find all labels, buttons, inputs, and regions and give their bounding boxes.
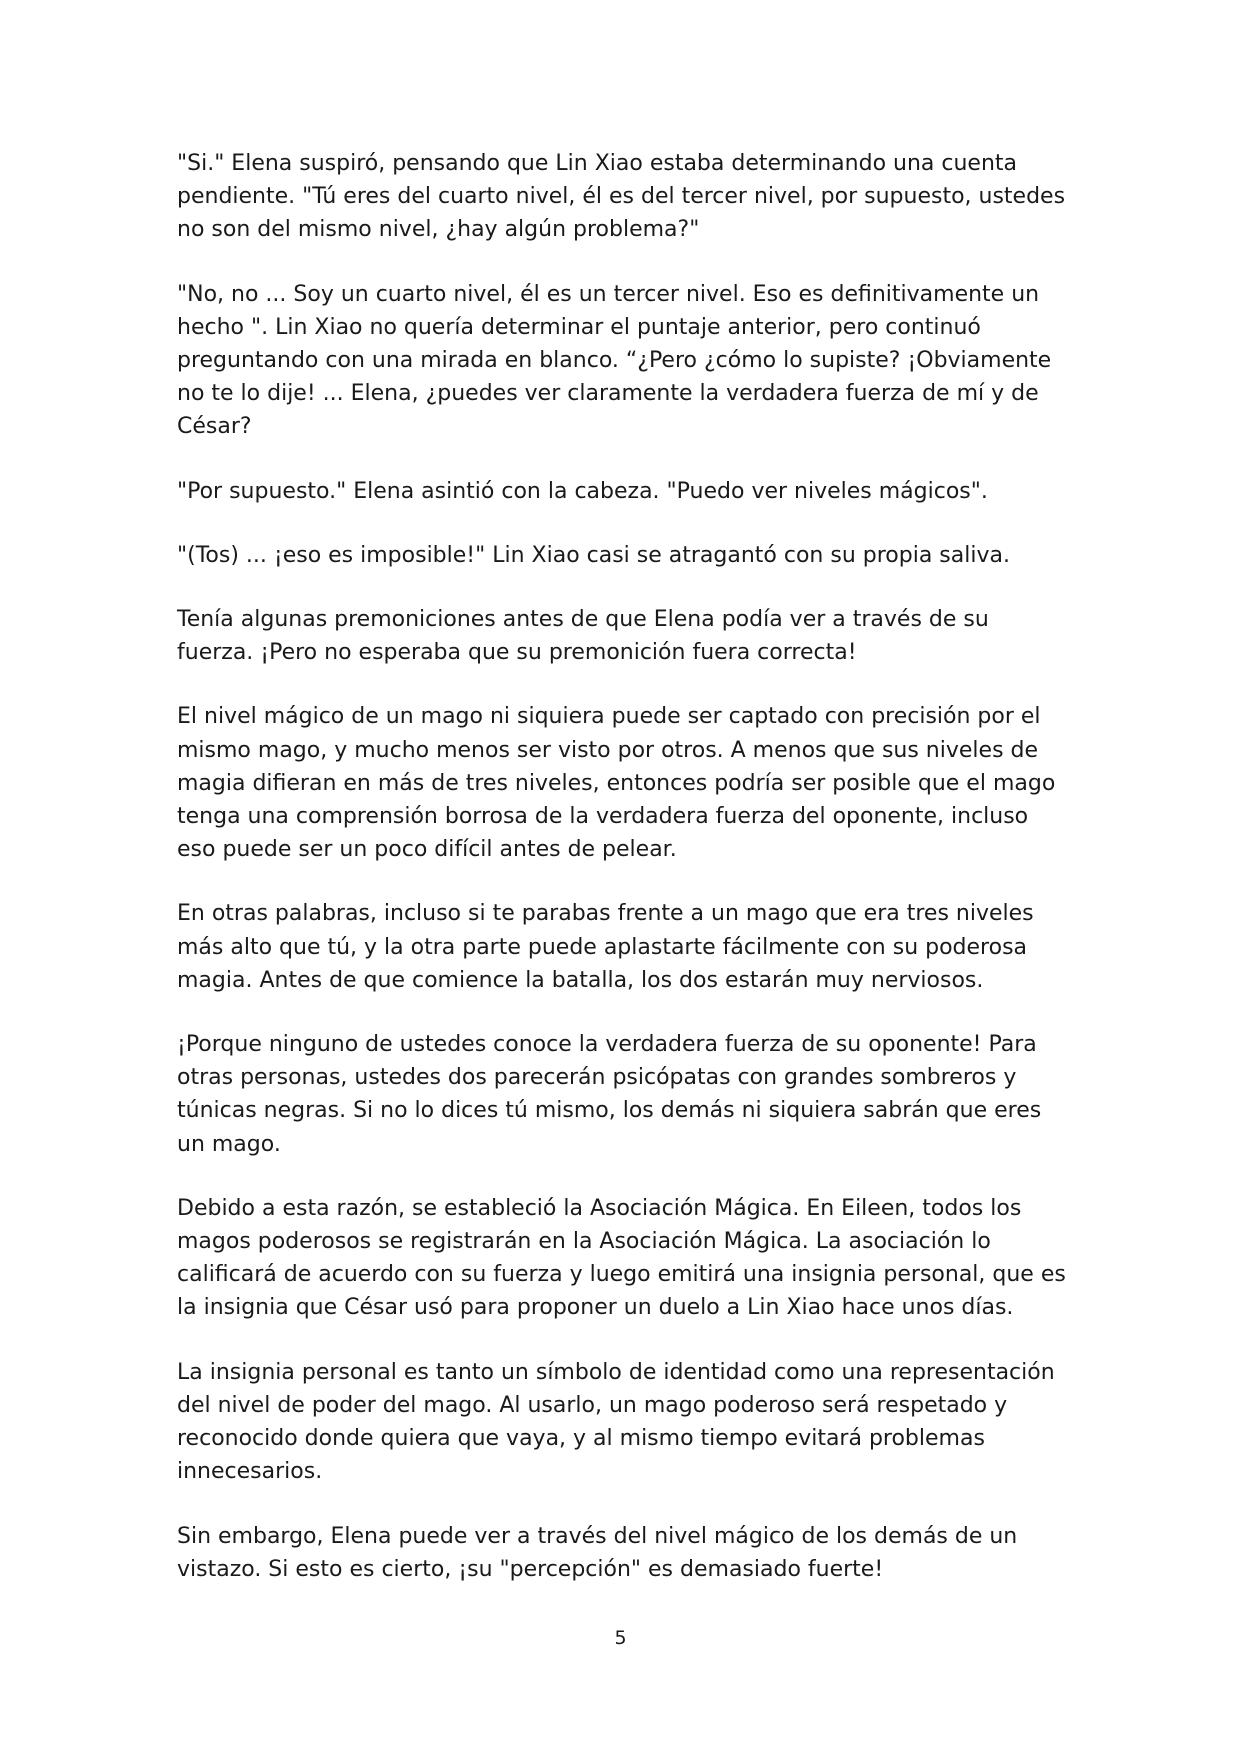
page-body	[177, 147, 1072, 1617]
page-number: 5	[614, 1627, 627, 1649]
paragraph-9: Debido a esta razón, se estableció la Asociación Mágica. En Eileen, todos los magos poderosos se registrarán en la Asociación Mágica. La asociación lo calificará de acuerdo con su fuerza y luego emitirá una insignia personal, que es la insignia que César usó para proponer un duelo a Lin Xiao hace unos días.	[177, 1195, 1066, 1321]
paragraph-11: Sin embargo, Elena puede ver a través del nivel mágico de los demás de un vistazo. Si esto es cierto, ¡su "percepción" es demasiado fuerte!	[177, 1523, 1018, 1582]
paragraph-3: "Por supuesto." Elena asintió con la cabeza. "Puedo ver niveles mágicos".	[177, 478, 988, 504]
paragraph-5: Tenía algunas premoniciones antes de que Elena podía ver a través de su fuerza. ¡Pero no esperaba que su premonición fuera correcta!	[177, 607, 989, 666]
paragraph-8: ¡Porque ninguno de ustedes conoce la verdadera fuerza de su oponente! Para otras personas, ustedes dos parecerán psicópatas con grandes sombreros y túnicas negras. Si no lo dices tú mismo, los demás ni siquiera sabrán que eres un mago.	[177, 1032, 1042, 1157]
paragraph-7: En otras palabras, incluso si te parabas frente a un mago que era tres niveles más alto que tú, y la otra parte puede aplastarte fácilmente con su poderosa magia. Antes de que comience la batalla, los dos estarán muy nerviosos.	[177, 901, 1034, 993]
paragraph-4: "(Tos) ... ¡eso es imposible!" Lin Xiao casi se atragantó con su propia saliva.	[177, 542, 1010, 568]
paragraph-2: "No, no ... Soy un cuarto nivel, él es un tercer nivel. Eso es definitivamente un hecho ". Lin Xiao no quería determinar el puntaje anterior, pero continuó preguntando con una mirada en blanco. “¿Pero ¿cómo lo supiste? ¡Obviamente no te lo dije! ... Elena, ¿puedes ver claramente la verdadera fuerza de mí y de César?	[177, 281, 1052, 440]
paragraph-1: "Si." Elena suspiró, pensando que Lin Xiao estaba determinando una cuenta pendiente. "Tú eres del cuarto nivel, él es del tercer nivel, por supuesto, ustedes no son del mismo nivel, ¿hay algún problema?"	[177, 151, 1066, 243]
paragraph-10: La insignia personal es tanto un símbolo de identidad como una representación del nivel de poder del mago. Al usarlo, un mago poderoso será respetado y reconocido donde quiera que vaya, y al mismo tiempo evitará problemas innecesarios.	[177, 1359, 1055, 1485]
paragraph-6: El nivel mágico de un mago ni siquiera puede ser captado con precisión por el mismo mago, y mucho menos ser visto por otros. A menos que sus niveles de magia difieran en más de tres niveles, entonces podría ser posible que el mago tenga una comprensión borrosa de la verdadera fuerza del oponente, incluso eso puede ser un poco difícil antes de pelear.	[177, 704, 1056, 863]
